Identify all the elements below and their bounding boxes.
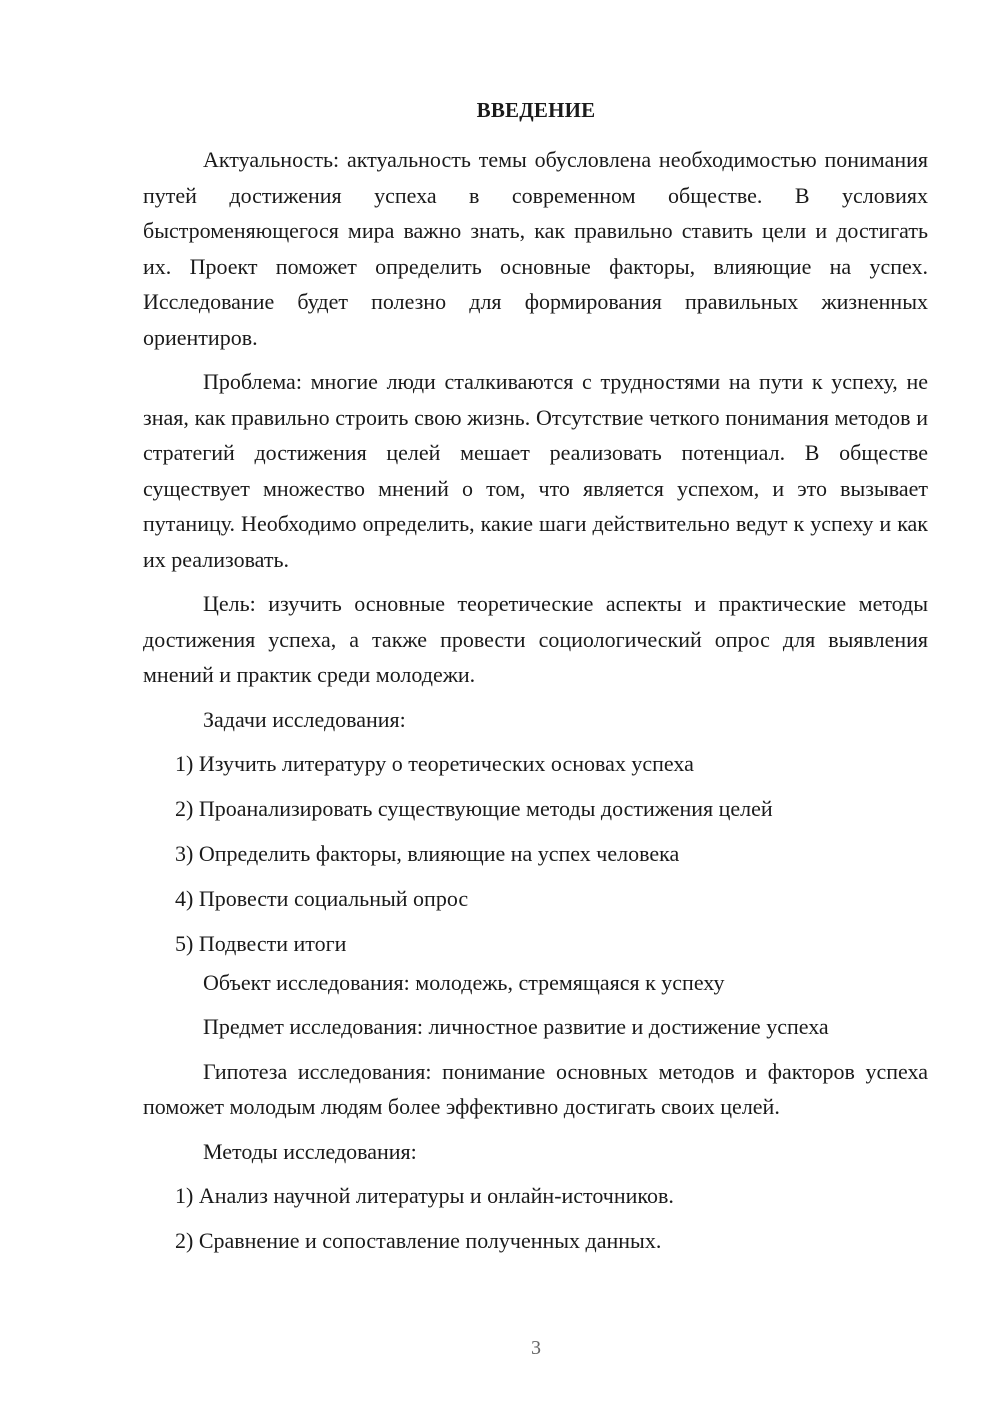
research-object: Объект исследования: молодежь, стремящаяся к успеху (203, 969, 725, 995)
relevance-paragraph: Актуальность: актуальность темы обусловлена необходимостью понимания путей достижения успеха в современном обществе. В условиях быстроменяющегося мира важно знать, как правильно ставить цели и достигать их. Проект поможет определить основные факторы, влияющие на успех. Исследование будет полезно для формирования правильных жизненных ориентиров. (143, 147, 928, 350)
research-subject: Предмет исследования: личностное развитие и достижение успеха (203, 1014, 829, 1039)
task-item-2: 2) Проанализировать существующие методы достижения целей (175, 796, 773, 821)
methods-label: Методы исследования: (203, 1138, 417, 1164)
method-item-2: 2) Сравнение и сопоставление полученных данных. (175, 1228, 662, 1253)
task-item-4: 4) Провести социальный опрос (175, 886, 469, 911)
task-item-3: 3) Определить факторы, влияющие на успех человека (175, 841, 680, 866)
task-item-1: 1) Изучить литературу о теоретических основах успеха (175, 751, 694, 776)
page-title: ВВЕДЕНИЕ (476, 98, 596, 122)
method-item-1: 1) Анализ научной литературы и онлайн-источников. (175, 1183, 674, 1208)
goal-paragraph: Цель: изучить основные теоретические аспекты и практические методы достижения успеха, а также провести социологический опрос для выявления мнений и практик среди молодежи. (143, 591, 928, 687)
document-body (143, 142, 928, 1268)
page-number: 3 (531, 1337, 541, 1359)
hypothesis-paragraph: Гипотеза исследования: понимание основных методов и факторов успеха поможет молодым людям более эффективно достигать своих целей. (143, 1058, 928, 1119)
task-item-5: 5) Подвести итоги (175, 931, 347, 956)
tasks-label: Задачи исследования: (203, 706, 406, 732)
problem-paragraph: Проблема: многие люди сталкиваются с трудностями на пути к успеху, не зная, как правильно строить свою жизнь. Отсутствие четкого понимания методов и стратегий достижения целей мешает реализовать потенциал. В обществе существует множество мнений о том, что является успехом, и это вызывает путаницу. Необходимо определить, какие шаги действительно ведут к успеху и как их реализовать. (143, 369, 928, 572)
